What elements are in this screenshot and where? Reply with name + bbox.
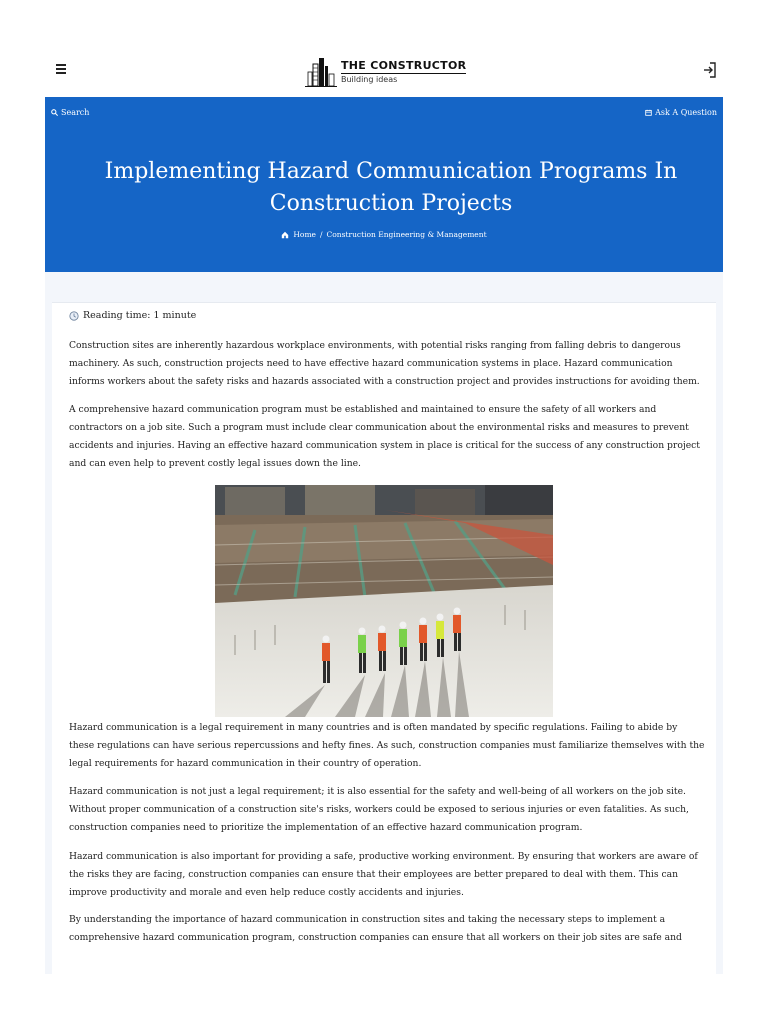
breadcrumb [45, 230, 723, 239]
ask-question-link[interactable] [645, 108, 717, 117]
page-hero [45, 131, 723, 272]
site-logo[interactable] [305, 55, 466, 89]
logo-tagline: Building ideas [341, 74, 398, 84]
page-title: Implementing Hazard Communication Programs In Construction Projects [104, 159, 678, 216]
hamburger-icon[interactable] [56, 64, 66, 74]
breadcrumb-separator: / [320, 230, 323, 239]
article-photo-construction-site [215, 485, 553, 717]
article-paragraph: Hazard communication is also important for providing a safe, productive working environment. By ensuring that workers are aware of the risks they are facing, construction companies can ensure that their employees are better prepared to deal with them. This can improve productivity and morale and even help reduce costly accidents and injuries. [69, 851, 698, 898]
clock-icon [69, 311, 79, 321]
article-paragraph: Hazard communication is a legal requirement in many countries and is often mandated by specific regulations. Failing to abide by these regulations can have serious repercussions and hefty fines. As such, construction companies must familiarize themselves with the legal requirements for hazard communication in their country of operation. [69, 722, 705, 769]
top-navbar [45, 97, 723, 132]
search-link[interactable] [51, 108, 89, 117]
article-paragraph: Hazard communication is not just a legal requirement; it is also essential for the safety and well-being of all workers on the job site. Without proper communication of a construction site's risks, workers could be exposed to serious injuries or even fatalities. As such, construction companies need to prioritize the implementation of an effective hazard communication program. [69, 786, 689, 833]
search-label: Search [61, 108, 90, 117]
content-band [45, 272, 723, 302]
article-paragraph: By understanding the importance of hazard communication in construction sites and taking the necessary steps to implement a comprehensive hazard communication program, construction companies can ensure that all workers on their job sites are safe and [69, 914, 682, 943]
calendar-icon [645, 109, 652, 116]
search-icon [51, 109, 58, 116]
content-gutter-left [45, 302, 52, 974]
reading-time-text: Reading time: 1 minute [83, 310, 197, 321]
ask-question-label: Ask A Question [655, 108, 717, 117]
article-paragraph: A comprehensive hazard communication program must be established and maintained to ensure the safety of all workers and contractors on a job site. Such a program must include clear communication about the environmental risks and measures to prevent accidents and injuries. Having an effective hazard communication system in place is critical for the success of any construction project and can even help to prevent costly legal issues down the line. [69, 404, 700, 469]
content-gutter-right [716, 302, 723, 974]
logo-mark-icon [305, 56, 337, 88]
login-icon[interactable] [703, 62, 717, 78]
home-icon [281, 231, 289, 239]
article-paragraph: Construction sites are inherently hazardous workplace environments, with potential risks ranging from falling debris to dangerous machinery. As such, construction projects need to have effective hazard communication systems in place. Hazard communication informs workers about the safety risks and hazards associated with a construction project and provides instructions for avoiding them. [69, 340, 700, 387]
logo-title: THE CONSTRUCTOR [341, 58, 467, 72]
reading-time [69, 310, 196, 321]
breadcrumb-home[interactable]: Home [293, 230, 316, 239]
breadcrumb-category[interactable]: Construction Engineering & Management [326, 230, 487, 239]
site-header [0, 0, 768, 97]
